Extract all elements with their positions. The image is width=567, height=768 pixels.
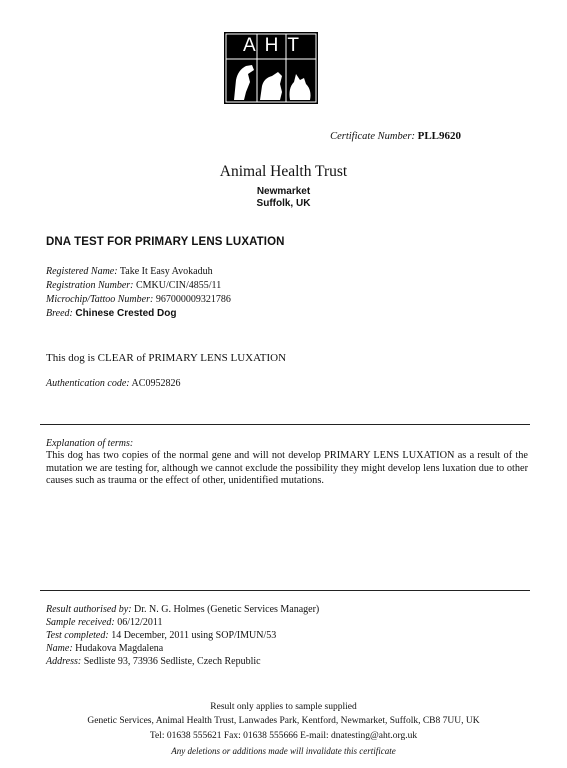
org-county: Suffolk, UK (256, 198, 311, 209)
registration-number-value: CMKU/CIN/4855/11 (136, 280, 222, 291)
explanation-heading: Explanation of terms: (46, 438, 134, 449)
breed-row (46, 308, 176, 319)
completed-label: Test completed: (46, 630, 109, 641)
logo-letters: AHT (243, 35, 308, 56)
address-value: Sedliste 93, 73936 Sedliste, Czech Republic (83, 656, 261, 667)
aht-logo (224, 32, 318, 104)
received-value: 06/12/2011 (117, 617, 163, 628)
certificate-number (330, 130, 461, 142)
test-result: This dog is CLEAR of PRIMARY LENS LUXATION (46, 352, 287, 364)
microchip-label: Microchip/Tattoo Number: (46, 294, 154, 305)
registration-number-row (46, 280, 221, 291)
address-row (46, 656, 261, 667)
completed-value: 14 December, 2011 using SOP/IMUN/53 (111, 630, 277, 641)
certificate-value: PLL9620 (417, 130, 461, 142)
org-town: Newmarket (256, 186, 311, 197)
owner-name-label: Name: (46, 643, 73, 654)
auth-label: Authentication code: (46, 378, 130, 389)
authentication-code (46, 378, 180, 389)
owner-name-value: Hudakova Magdalena (75, 643, 164, 654)
test-title: DNA TEST FOR PRIMARY LENS LUXATION (46, 236, 285, 248)
microchip-value: 967000009321786 (155, 294, 231, 305)
explanation-text: This dog has two copies of the normal gene and will not develop PRIMARY LENS LUXATION as a result of the mutation we are testing for, although we cannot exclude the possibility they might develop lens luxation due to other causes such as trauma or the effect of other, unidentified mutations. (46, 450, 528, 486)
authorised-value: Dr. N. G. Holmes (Genetic Services Manager) (134, 604, 320, 615)
breed-value: Chinese Crested Dog (75, 308, 177, 319)
authorised-label: Result authorised by: (46, 604, 132, 615)
registered-name-value: Take It Easy Avokaduh (119, 266, 213, 277)
microchip-row (46, 294, 231, 305)
footer-warning: Any deletions or additions made will invalidate this certificate (171, 746, 396, 756)
auth-value: AC0952826 (131, 378, 181, 389)
authorised-row (46, 604, 319, 615)
footer-address: Genetic Services, Animal Health Trust, Lanwades Park, Kentford, Newmarket, Suffolk, CB8 7UU, UK (87, 716, 480, 726)
divider-top (40, 424, 530, 425)
completed-row (46, 630, 276, 641)
breed-label: Breed: (46, 308, 73, 319)
registered-name-label: Registered Name: (46, 266, 118, 277)
org-name: Animal Health Trust (219, 163, 348, 180)
divider-bottom (40, 590, 530, 591)
received-label: Sample received: (46, 617, 115, 628)
owner-name-row (46, 643, 163, 654)
footer-note: Result only applies to sample supplied (210, 702, 357, 712)
registration-number-label: Registration Number: (46, 280, 134, 291)
registered-name-row (46, 266, 213, 277)
animal-silhouettes-icon (224, 32, 318, 104)
certificate-label: Certificate Number: (330, 131, 415, 142)
footer-contact: Tel: 01638 555621 Fax: 01638 555666 E-mail: dnatesting@aht.org.uk (149, 731, 418, 741)
received-row (46, 617, 162, 628)
address-label: Address: (46, 656, 82, 667)
